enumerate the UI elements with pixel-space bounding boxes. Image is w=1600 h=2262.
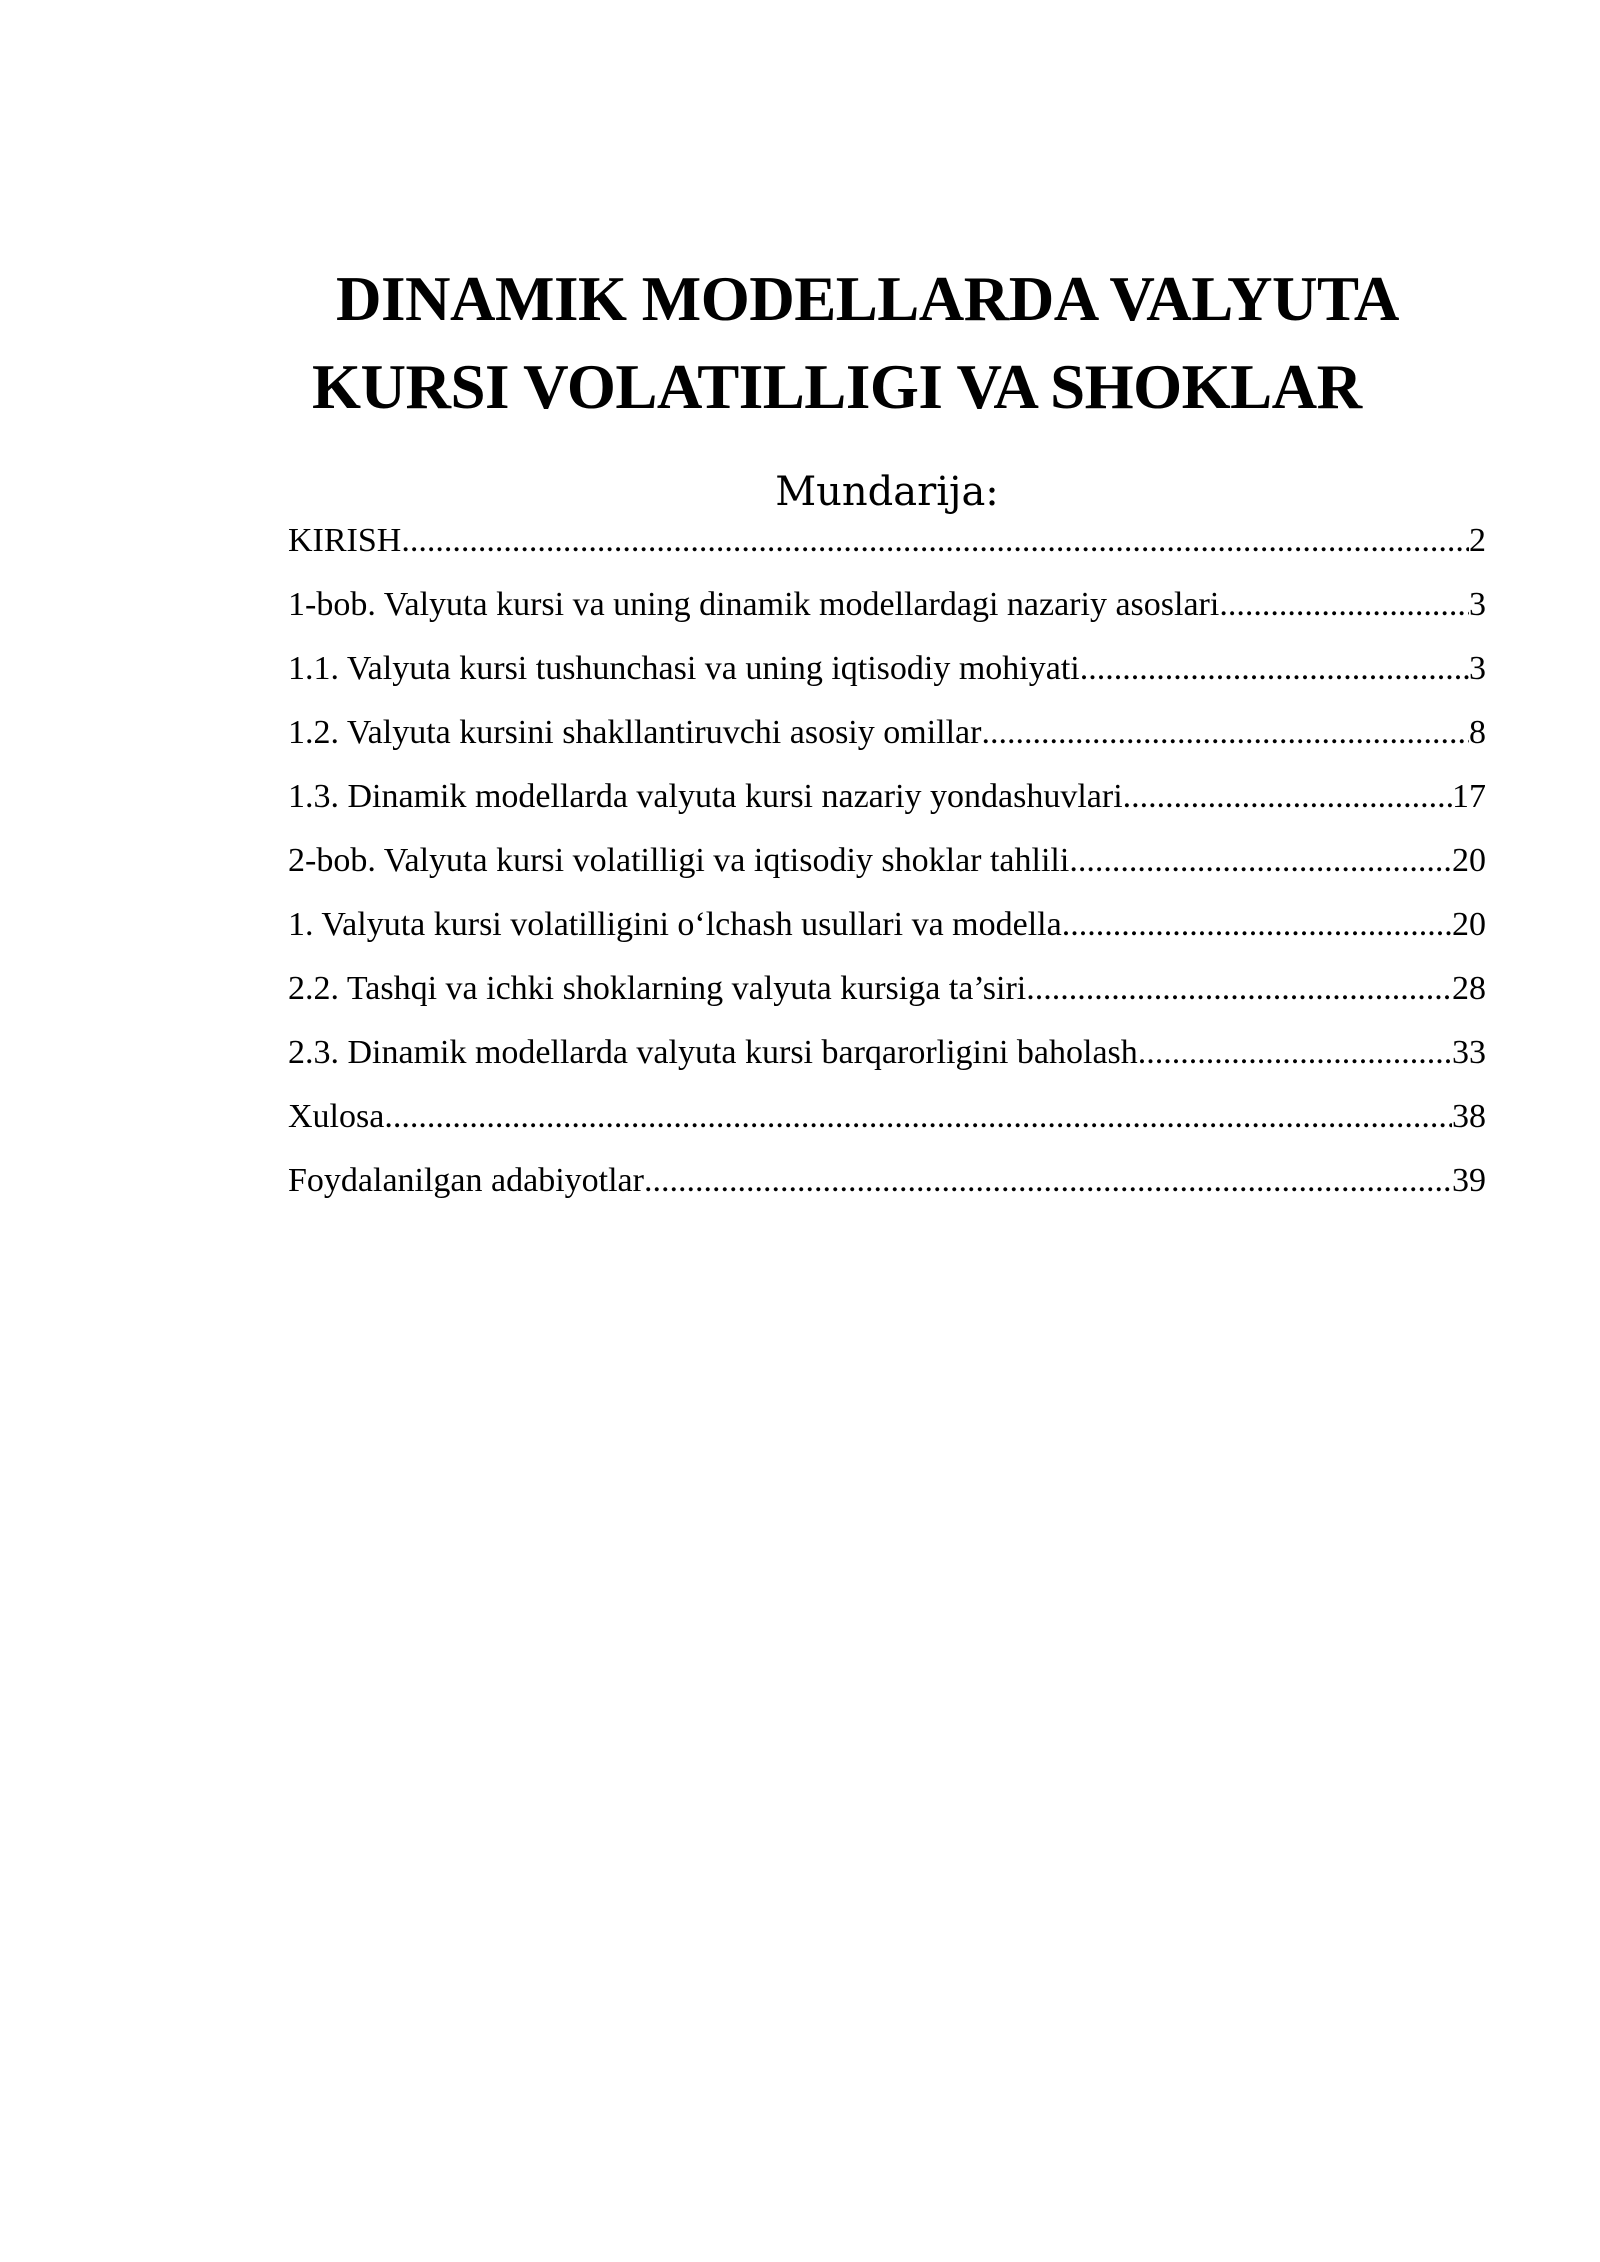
title-line-1: DINAMIK MODELLARDA VALYUTA xyxy=(336,264,1399,334)
toc-entry[interactable] xyxy=(288,1027,1486,1091)
toc-heading: Mundarija: xyxy=(775,469,999,515)
toc-entry-label: 2-bob. Valyuta kursi volatilligi va iqtisodiy shoklar tahlili xyxy=(288,842,1070,879)
toc-entry[interactable] xyxy=(288,963,1486,1027)
toc-entry-label: 1.1. Valyuta kursi tushunchasi va uning iqtisodiy mohiyati xyxy=(288,650,1080,687)
title-line-2: KURSI VOLATILLIGI VA SHOKLAR xyxy=(312,352,1362,422)
toc-entry-label: KIRISH xyxy=(288,522,402,559)
toc-entry[interactable] xyxy=(288,771,1486,835)
toc-entry-label: 1-bob. Valyuta kursi va uning dinamik modellardagi nazariy asoslari xyxy=(288,586,1220,623)
toc-entry-page: 20 xyxy=(1452,906,1486,943)
toc-entry[interactable] xyxy=(288,835,1486,899)
toc-leader-dots xyxy=(981,707,1469,759)
toc-entry[interactable] xyxy=(288,707,1486,771)
toc-leader-dots xyxy=(1062,899,1452,951)
toc-entry[interactable] xyxy=(288,1155,1486,1219)
toc-entry-page: 20 xyxy=(1452,842,1486,879)
toc-leader-dots xyxy=(1026,963,1452,1015)
toc-entry-page: 2 xyxy=(1469,522,1486,559)
toc-entry-page: 38 xyxy=(1452,1098,1486,1135)
toc-entry[interactable] xyxy=(288,579,1486,643)
toc-leader-dots xyxy=(1123,771,1452,823)
toc-entry[interactable] xyxy=(288,643,1486,707)
toc-entry-page: 39 xyxy=(1452,1162,1486,1199)
toc-entry-label: 1.3. Dinamik modellarda valyuta kursi nazariy yondashuvlari xyxy=(288,778,1123,815)
toc-entry-label: Xulosa xyxy=(288,1098,385,1135)
toc-leader-dots xyxy=(644,1155,1452,1207)
toc-leader-dots xyxy=(401,515,1469,567)
document-title xyxy=(260,255,1399,431)
toc-entry-page: 17 xyxy=(1452,778,1486,815)
toc-entry-page: 8 xyxy=(1469,714,1486,751)
toc-entry[interactable] xyxy=(288,1091,1486,1155)
toc-leader-dots xyxy=(1080,643,1469,695)
toc-entry-page: 28 xyxy=(1452,970,1486,1007)
toc-leader-dots xyxy=(384,1091,1452,1143)
toc-leader-dots xyxy=(1069,835,1452,887)
toc-entry[interactable] xyxy=(288,899,1486,963)
toc-entry-page: 3 xyxy=(1469,586,1486,623)
toc-leader-dots xyxy=(1138,1027,1452,1079)
toc-entry-page: 33 xyxy=(1452,1034,1486,1071)
toc-entry-label: 2.3. Dinamik modellarda valyuta kursi barqarorligini baholash xyxy=(288,1034,1138,1071)
toc-leader-dots xyxy=(1219,579,1469,631)
toc-entry-label: 1. Valyuta kursi volatilligini o‘lchash usullari va modella xyxy=(288,906,1062,943)
toc-entry[interactable] xyxy=(288,515,1486,579)
toc-entry-label: 1.2. Valyuta kursini shakllantiruvchi asosiy omillar xyxy=(288,714,982,751)
toc-entry-label: Foydalanilgan adabiyotlar xyxy=(288,1162,644,1199)
table-of-contents xyxy=(288,515,1486,1219)
toc-entry-page: 3 xyxy=(1469,650,1486,687)
toc-entry-label: 2.2. Tashqi va ichki shoklarning valyuta kursiga ta’siri xyxy=(288,970,1027,1007)
